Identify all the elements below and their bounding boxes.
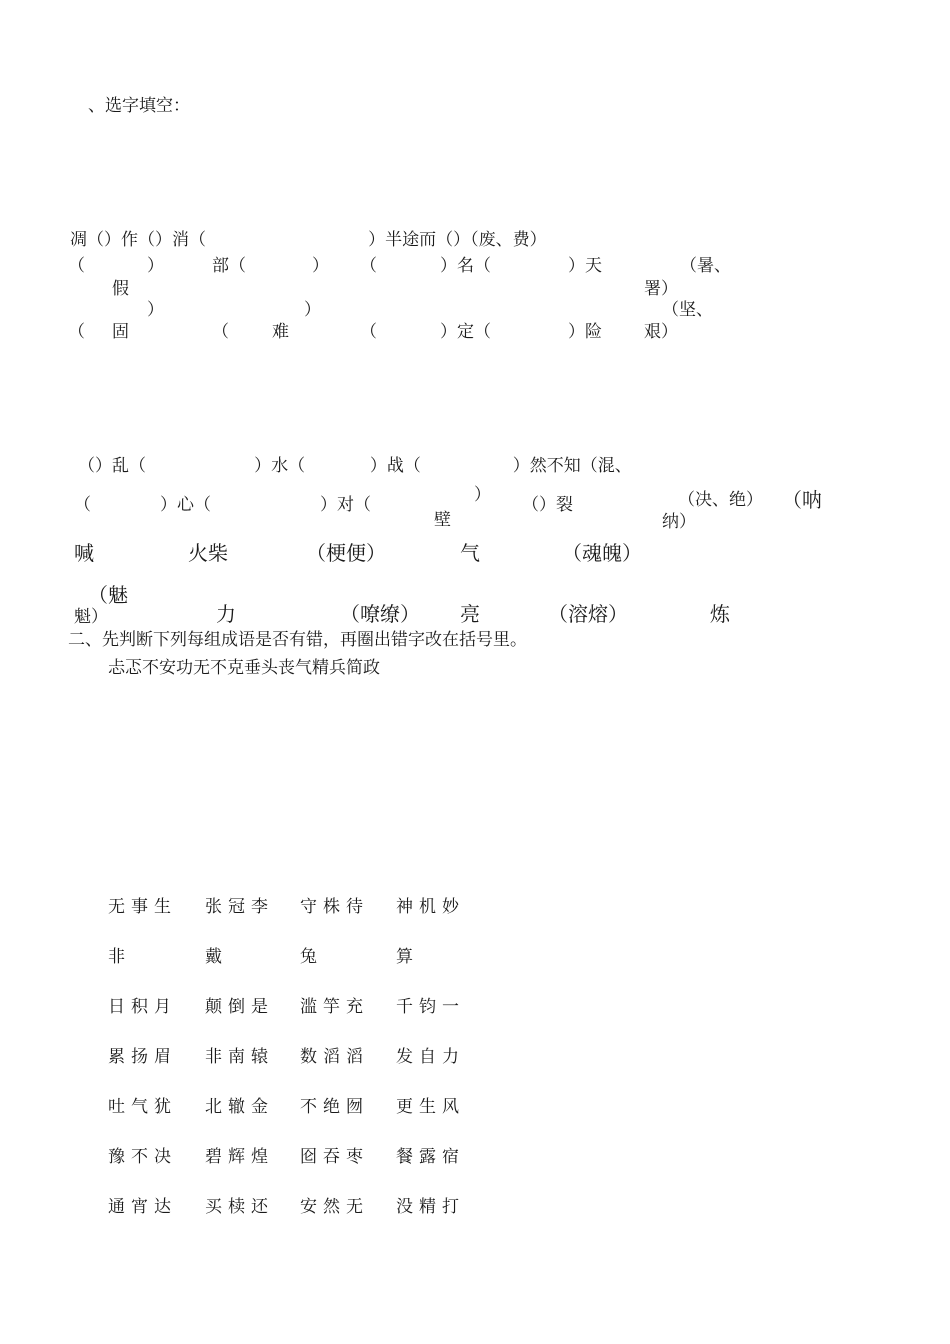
grid-cell: 数滔滔 [300, 1047, 369, 1067]
grid-cell: 非 [108, 947, 131, 967]
word-tian: ）天 [568, 256, 602, 276]
grid-cell: 日积月 [108, 997, 177, 1017]
option-jue: （决、绝） [678, 490, 763, 510]
blank-close: ） [312, 256, 329, 276]
word-nan: 难 [272, 322, 289, 342]
grid-cell: 发自力 [396, 1047, 465, 1067]
word-liang: 亮 [460, 602, 480, 626]
word-li: 力 [216, 602, 236, 626]
grid-cell: 非南辕 [205, 1047, 274, 1067]
word-xian: ）险 [568, 322, 602, 342]
word-gu: 固 [112, 322, 129, 342]
blank-close: ） [147, 300, 164, 320]
option-mei-close: 魁） [74, 607, 108, 627]
blank-close: ） [474, 485, 491, 505]
word-lie: （）裂 [522, 495, 573, 515]
section-1-title: 、选字填空： [88, 96, 190, 116]
word-ming: ）名（ [440, 256, 491, 276]
grid-cell: 买椟还 [205, 1197, 274, 1217]
word-ding: ）定（ [440, 322, 491, 342]
grid-cell: 无事生 [108, 897, 177, 917]
grid-cell: 张冠李 [205, 897, 274, 917]
blank-close: ） [147, 256, 164, 276]
option-rong: （溶熔） [548, 602, 628, 626]
word-xin: ）心（ [160, 495, 211, 515]
blank-close: ） [304, 300, 321, 320]
grid-cell: 碧辉煌 [205, 1147, 274, 1167]
clipped-line-1 [70, 230, 770, 250]
word-bu: 部（ [212, 256, 246, 276]
option-geng: （梗便） [306, 541, 386, 565]
blank-open: （ [360, 322, 377, 342]
grid-cell: 神机妙 [396, 897, 465, 917]
word-lian: 炼 [710, 602, 730, 626]
word-dui: ）对（ [320, 495, 371, 515]
grid-cell: 守株待 [300, 897, 369, 917]
clipped-line-2 [78, 456, 758, 476]
option-na: （呐 [782, 488, 822, 512]
grid-cell: 通宵达 [108, 1197, 177, 1217]
idioms-line: 忐忑不安功无不克垂头丧气精兵简政 [108, 658, 380, 678]
option-hun: （魂魄） [562, 541, 642, 565]
grid-cell: 戴 [205, 947, 228, 967]
grid-cell: 更生风 [396, 1097, 465, 1117]
grid-cell: 安然无 [300, 1197, 369, 1217]
option-na-close: 纳） [662, 512, 696, 532]
blank-open: （ [68, 256, 85, 276]
blank-open: （ [74, 495, 91, 515]
option-shu-close: 署） [644, 279, 678, 299]
clipped-na [662, 512, 702, 532]
word-bi: 壁 [434, 510, 451, 530]
option-shu: （暑、 [680, 256, 731, 276]
option-mei: （魅 [88, 583, 128, 607]
option-liao: （嘹缭） [340, 602, 420, 626]
word-huochai: 火柴 [188, 541, 228, 565]
word-jia: 假 [112, 279, 129, 299]
grid-cell: 没精打 [396, 1197, 465, 1217]
grid-cell: 餐露宿 [396, 1147, 465, 1167]
grid-cell: 囵吞枣 [300, 1147, 369, 1167]
grid-cell: 千钧一 [396, 997, 465, 1017]
word-qi: 气 [460, 541, 480, 565]
grid-cell: 滥竽充 [300, 997, 369, 1017]
grid-cell: 兔 [300, 947, 323, 967]
grid-cell: 吐气犹 [108, 1097, 177, 1117]
grid-cell: 算 [396, 947, 419, 967]
blank-open: （ [360, 256, 377, 276]
clipped-line-2-text: （）乱（ ）水（ ）战（ ）然不知（混、 [78, 456, 632, 476]
grid-cell: 不绝囫 [300, 1097, 369, 1117]
clipped-bi [434, 510, 456, 530]
clipped-line-1-text: 凋（）作（）消（ ）半途而（）（废、费） [70, 230, 547, 250]
grid-cell: 豫不决 [108, 1147, 177, 1167]
grid-cell: 北辙金 [205, 1097, 274, 1117]
blank-open: （ [68, 322, 85, 342]
word-han: 喊 [74, 541, 94, 565]
grid-cell: 颠倒是 [205, 997, 274, 1017]
option-jian: （坚、 [662, 300, 713, 320]
section-2-title: 二、先判断下列每组成语是否有错，再圈出错字改在括号里。 [68, 630, 527, 650]
blank-open: （ [212, 322, 229, 342]
grid-cell: 累扬眉 [108, 1047, 177, 1067]
option-jian-close: 艰） [644, 322, 678, 342]
